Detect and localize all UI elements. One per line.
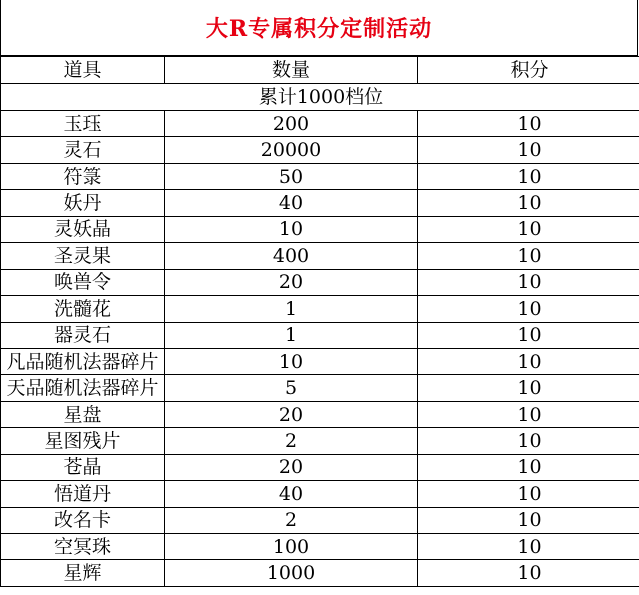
quantity-cell: 20000 bbox=[165, 137, 418, 163]
item-name-cell: 灵石 bbox=[1, 137, 165, 163]
item-name-cell: 妖丹 bbox=[1, 190, 165, 216]
points-cell: 10 bbox=[418, 481, 639, 507]
table-row bbox=[1, 137, 639, 163]
points-cell: 10 bbox=[418, 401, 639, 427]
table-row bbox=[1, 560, 639, 586]
quantity-cell: 40 bbox=[165, 190, 418, 216]
quantity-cell: 1 bbox=[165, 296, 418, 322]
quantity-cell: 20 bbox=[165, 269, 418, 295]
table-row bbox=[1, 296, 639, 322]
table-row bbox=[1, 322, 639, 348]
points-cell: 10 bbox=[418, 348, 639, 374]
table-row bbox=[1, 507, 639, 533]
table-row bbox=[1, 269, 639, 295]
section-row bbox=[1, 84, 639, 111]
item-name-cell: 灵妖晶 bbox=[1, 216, 165, 242]
points-cell: 10 bbox=[418, 322, 639, 348]
item-name-cell: 凡品随机法器碎片 bbox=[1, 348, 165, 374]
item-name-cell: 改名卡 bbox=[1, 507, 165, 533]
quantity-cell: 1000 bbox=[165, 560, 418, 586]
points-cell: 10 bbox=[418, 507, 639, 533]
quantity-cell: 5 bbox=[165, 375, 418, 401]
points-cell: 10 bbox=[418, 428, 639, 454]
points-cell: 10 bbox=[418, 243, 639, 269]
points-cell: 10 bbox=[418, 190, 639, 216]
item-name-cell: 空冥珠 bbox=[1, 534, 165, 560]
item-name-cell: 唤兽令 bbox=[1, 269, 165, 295]
points-cell: 10 bbox=[418, 296, 639, 322]
item-name-cell: 洗髓花 bbox=[1, 296, 165, 322]
section-label: 累计1000档位 bbox=[1, 84, 639, 111]
item-name-cell: 苍晶 bbox=[1, 454, 165, 480]
quantity-cell: 2 bbox=[165, 428, 418, 454]
points-cell: 10 bbox=[418, 137, 639, 163]
item-name-cell: 符箓 bbox=[1, 163, 165, 189]
table-row bbox=[1, 243, 639, 269]
item-name-cell: 器灵石 bbox=[1, 322, 165, 348]
table-row bbox=[1, 216, 639, 242]
quantity-cell: 10 bbox=[165, 216, 418, 242]
item-name-cell: 星盘 bbox=[1, 401, 165, 427]
item-name-cell: 圣灵果 bbox=[1, 243, 165, 269]
points-table bbox=[0, 56, 639, 587]
quantity-cell: 20 bbox=[165, 454, 418, 480]
table-row bbox=[1, 348, 639, 374]
quantity-cell: 40 bbox=[165, 481, 418, 507]
item-name-cell: 玉珏 bbox=[1, 111, 165, 137]
quantity-cell: 100 bbox=[165, 534, 418, 560]
quantity-cell: 400 bbox=[165, 243, 418, 269]
points-cell: 10 bbox=[418, 216, 639, 242]
header-quantity: 数量 bbox=[165, 57, 418, 84]
quantity-cell: 1 bbox=[165, 322, 418, 348]
page-title: 大R专属积分定制活动 bbox=[205, 16, 433, 42]
points-cell: 10 bbox=[418, 560, 639, 586]
title-row bbox=[0, 0, 638, 56]
table-row bbox=[1, 534, 639, 560]
item-name-cell: 星图残片 bbox=[1, 428, 165, 454]
item-name-cell: 天品随机法器碎片 bbox=[1, 375, 165, 401]
points-cell: 10 bbox=[418, 454, 639, 480]
header-item: 道具 bbox=[1, 57, 165, 84]
item-name-cell: 悟道丹 bbox=[1, 481, 165, 507]
table-row bbox=[1, 401, 639, 427]
points-cell: 10 bbox=[418, 111, 639, 137]
quantity-cell: 50 bbox=[165, 163, 418, 189]
table-row bbox=[1, 375, 639, 401]
header-points: 积分 bbox=[418, 57, 639, 84]
quantity-cell: 2 bbox=[165, 507, 418, 533]
points-cell: 10 bbox=[418, 375, 639, 401]
table-row bbox=[1, 190, 639, 216]
points-cell: 10 bbox=[418, 534, 639, 560]
table-header-row bbox=[1, 57, 639, 84]
table-row bbox=[1, 481, 639, 507]
quantity-cell: 10 bbox=[165, 348, 418, 374]
item-name-cell: 星辉 bbox=[1, 560, 165, 586]
table-row bbox=[1, 163, 639, 189]
points-cell: 10 bbox=[418, 163, 639, 189]
quantity-cell: 200 bbox=[165, 111, 418, 137]
points-cell: 10 bbox=[418, 269, 639, 295]
quantity-cell: 20 bbox=[165, 401, 418, 427]
table-row bbox=[1, 428, 639, 454]
table-row bbox=[1, 454, 639, 480]
table-row bbox=[1, 111, 639, 137]
